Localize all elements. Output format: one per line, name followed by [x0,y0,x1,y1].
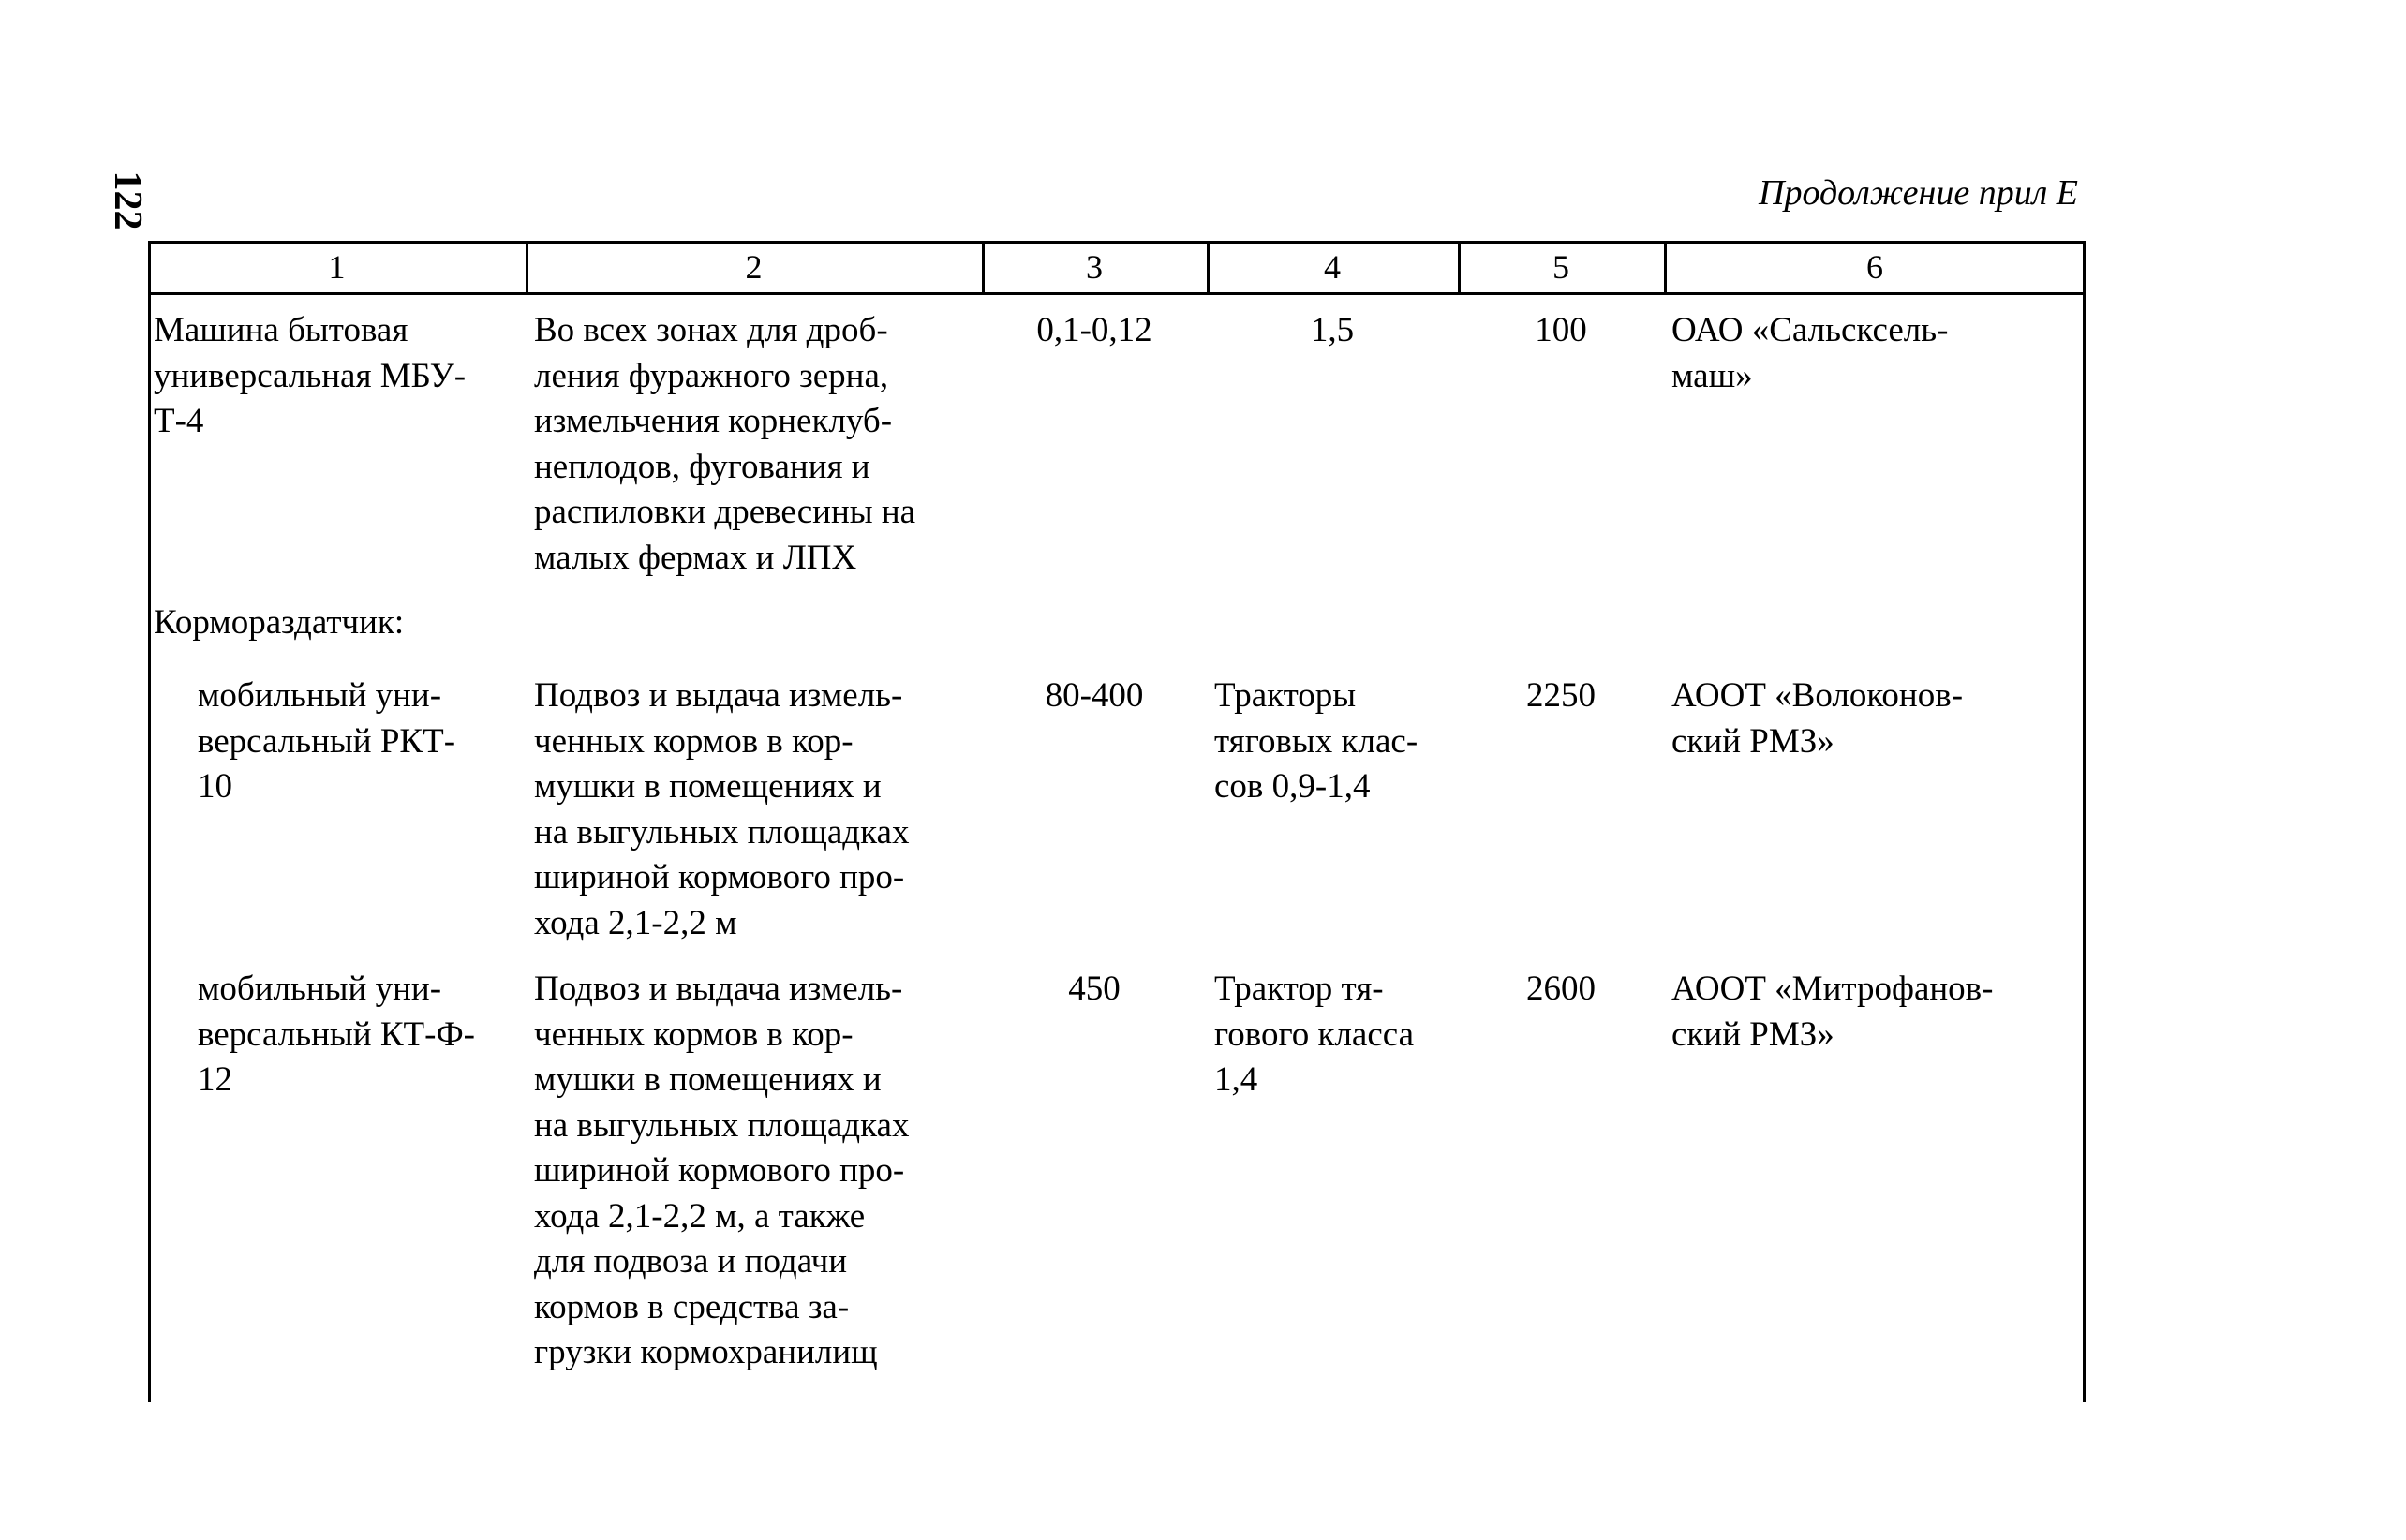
table-left-border [148,241,151,1402]
table-cell-maker: АООТ «Волоконов- ский РМЗ» [1671,676,1964,761]
equipment-table [148,241,2086,1402]
page-number: 122 [106,170,149,230]
table-cell-maker: ОАО «Сальсксель- маш» [1671,311,1949,395]
table-cell-col5: 2600 [1526,970,1596,1008]
column-header-3: 3 [1086,248,1103,286]
table-cell-col5: 2250 [1526,676,1596,715]
column-header-1: 1 [328,248,346,286]
table-cell-col3: 80-400 [1045,676,1144,715]
table-cell-col5: 100 [1535,311,1587,349]
column-header-6: 6 [1866,248,1883,286]
table-cell-purpose: Во всех зонах для дроб- ления фуражного зерна, измельчения корнеклуб- неплодов, фугования и распиловки древесины на малых фермах и ЛПХ [534,311,916,577]
table-cell-col3: 0,1-0,12 [1036,311,1152,349]
table-cell-col3: 450 [1068,970,1121,1008]
table-right-border [2083,241,2086,1402]
table-cell-name: мобильный уни- версальный РКТ- 10 [198,676,456,806]
table-cell-maker: АООТ «Митрофанов- ский РМЗ» [1671,970,1994,1054]
table-cell-col4: 1,5 [1310,311,1355,349]
table-cell-purpose: Подвоз и выдача измель- ченных кормов в кор- мушки в помещениях и на выгульных площадках шириной кормового про- хода 2,1-2,2 м, а также для подвоза и подачи кормов в средства за- грузки кормохранилищ [534,970,910,1371]
table-cell-col4: Трактор тя- гового класса 1,4 [1214,970,1415,1099]
group-label: Кормораздатчик: [154,603,405,642]
table-cell-col4: Тракторы тяговых клас- сов 0,9-1,4 [1214,676,1418,806]
table-cell-name: мобильный уни- версальный КТ-Ф- 12 [198,970,475,1099]
column-header-2: 2 [745,248,763,286]
column-header-4: 4 [1324,248,1341,286]
table-cell-name: Машина бытовая универсальная МБУ- Т-4 [154,311,467,440]
continuation-caption: Продолжение прил Е [1759,173,2078,213]
table-cell-purpose: Подвоз и выдача измель- ченных кормов в кор- мушки в помещениях и на выгульных площадках шириной кормового про- хода 2,1-2,2 м [534,676,910,942]
column-header-5: 5 [1552,248,1569,286]
